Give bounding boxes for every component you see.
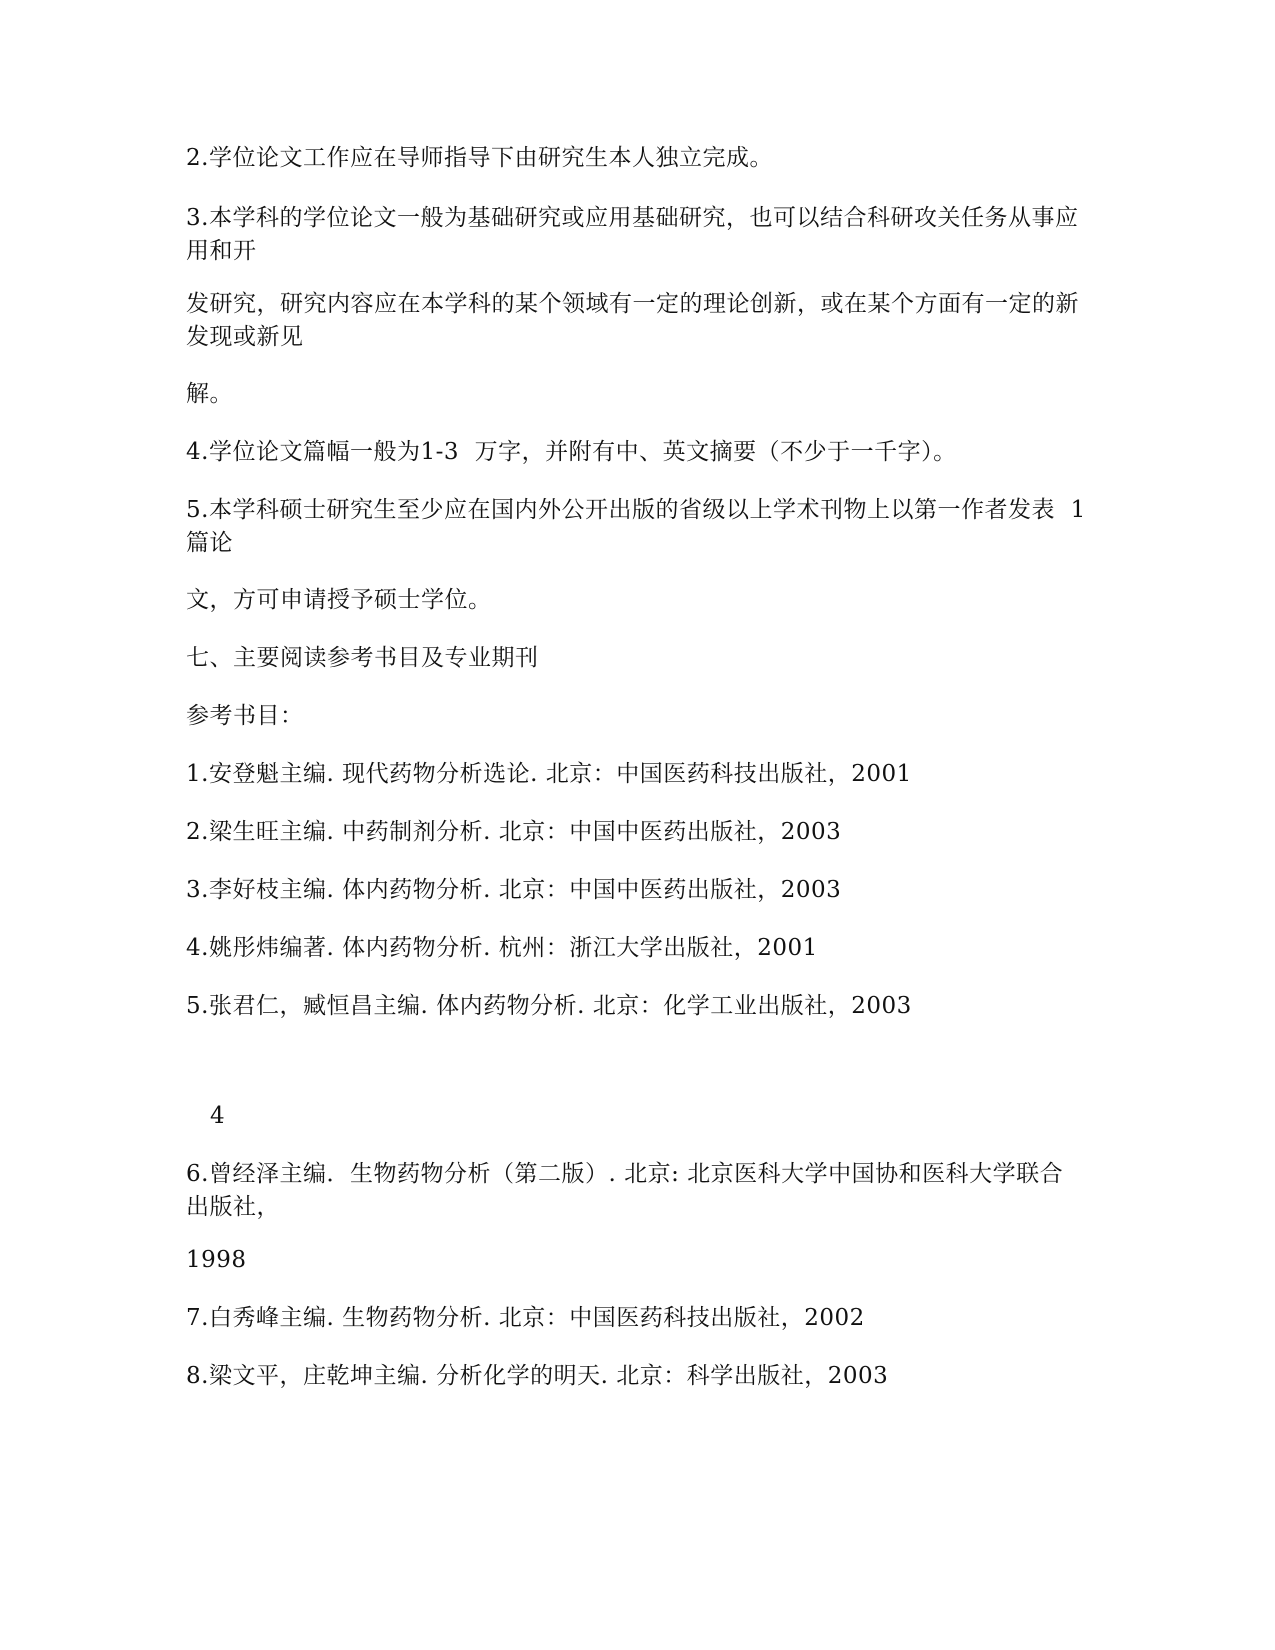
subheading-reference-books: 参考书目： (186, 703, 304, 729)
reference-item: 5.张君仁，臧恒昌主编. 体内药物分析. 北京：化学工业出版社，2003 (186, 993, 912, 1019)
paragraph-degree-thesis-independent: 2.学位论文工作应在导师指导下由研究生本人独立完成。 (186, 145, 773, 171)
paragraph-publication-requirement-end: 文，方可申请授予硕士学位。 (186, 587, 492, 613)
reference-item: 2.梁生旺主编. 中药制剂分析. 北京：中国中医药出版社，2003 (186, 819, 842, 845)
reference-item: 1.安登魁主编. 现代药物分析选论. 北京：中国医药科技出版社，2001 (186, 761, 912, 787)
reference-item: 3.李好枝主编. 体内药物分析. 北京：中国中医药出版社，2003 (186, 877, 842, 903)
reference-item: 6.曾经泽主编．生物药物分析（第二版）. 北京: 北京医科大学中国协和医科大学联合出版社， (186, 1161, 1064, 1220)
reference-item: 4.姚彤炜编著. 体内药物分析. 杭州：浙江大学出版社，2001 (186, 935, 818, 961)
reference-item-continuation: 1998 (186, 1247, 247, 1273)
paragraph-publication-requirement: 5.本学科硕士研究生至少应在国内外公开出版的省级以上学术刊物上以第一作者发表 1 篇论 (186, 497, 1102, 556)
reference-item: 8.梁文平，庄乾坤主编. 分析化学的明天. 北京：科学出版社，2003 (186, 1363, 889, 1389)
section-heading-reading-list: 七、主要阅读参考书目及专业期刊 (186, 645, 539, 671)
paragraph-thesis-length: 4.学位论文篇幅一般为1-3 万字，并附有中、英文摘要（不少于一千字）。 (186, 439, 957, 465)
paragraph-thesis-research-type: 3.本学科的学位论文一般为基础研究或应用基础研究，也可以结合科研攻关任务从事应用和开 (186, 205, 1079, 264)
reference-item: 7.白秀峰主编. 生物药物分析. 北京：中国医药科技出版社，2002 (186, 1305, 865, 1331)
paragraph-thesis-research-end: 解。 (186, 381, 233, 407)
paragraph-thesis-research-content: 发研究，研究内容应在本学科的某个领域有一定的理论创新，或在某个方面有一定的新发现或新见 (186, 291, 1079, 350)
page-number: 4 (210, 1103, 225, 1129)
